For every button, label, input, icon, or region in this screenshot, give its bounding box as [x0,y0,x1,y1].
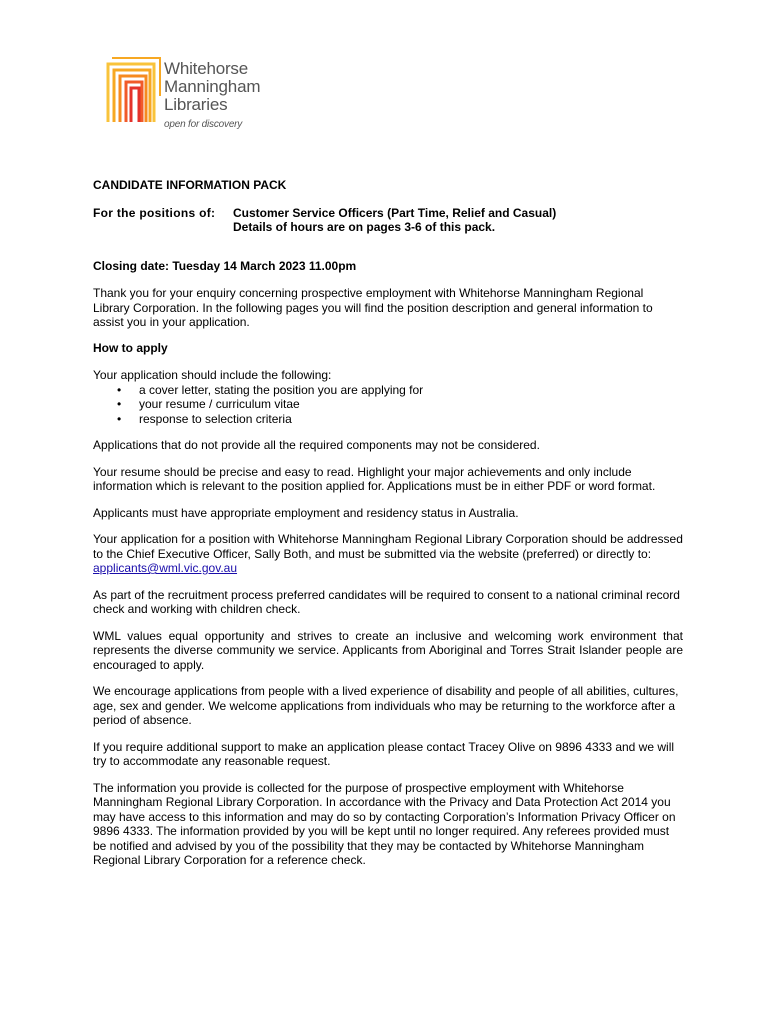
list-item [93,383,683,398]
list-item-text: your resume / curriculum vitae [139,397,300,411]
list-item-text: response to selection criteria [139,411,292,426]
how-to-apply-heading: How to apply [93,340,168,355]
list-item [93,397,683,412]
positions-line-2: Details of hours are on pages 3-6 of this pack. [233,220,496,234]
status-paragraph: Applicants must have appropriate employment and residency status in Australia. [93,505,519,520]
positions-block [93,206,683,235]
positions-value [233,206,683,235]
document-body [93,178,683,868]
positions-label: For the positions of: [93,205,216,220]
positions-line-1: Customer Service Officers (Part Time, Relief and Casual) [233,205,557,220]
support-paragraph: If you require additional support to make an application please contact Tracey Olive on 9896 4333 and we will try to accommodate any reasonable request. [93,739,675,768]
bullet-icon: • [117,397,122,411]
closing-date: Closing date: Tuesday 14 March 2023 11.00pm [93,258,357,273]
logo-wordmark [164,60,260,114]
email-link[interactable]: applicants@wml.vic.gov.au [93,561,238,575]
equal-opportunity-paragraph: WML values equal opportunity and strives to create an inclusive and welcoming work environment that represents the diverse community we service. Applicants from Aboriginal and Torres Strait Islander people are encouraged to apply. [93,628,683,672]
logo-line-2: Manningham [164,77,261,96]
library-logo-mark-icon [106,56,162,122]
logo-line-3: Libraries [164,95,228,114]
bullet-icon: • [117,411,122,426]
logo-line-1: Whitehorse [164,59,248,78]
include-intro: Your application should include the following: [93,368,332,382]
list-item [93,412,683,427]
address-paragraph [93,532,683,576]
encourage-paragraph: We encourage applications from people with a lived experience of disability and people of all abilities, cultures, age, sex and gender. We welcome applications from individuals who may be returning to the workforce after a period of absence. [93,684,679,727]
list-item-text: a cover letter, stating the position you are applying for [139,382,424,397]
logo-tagline: open for discovery [164,119,243,130]
privacy-paragraph: The information you provide is collected for the purpose of prospective employment with Whitehorse Manningham Regional Library Corporation. In accordance with the Privacy and Data Protection Act 2014 you may have access to this information and may do so by contacting Corporation’s Information Privacy Officer on 9896 4333. The information provided by you will be kept until no longer required. Any referees provided must be notified and advised by you of the possibility that they may be contacted by Whitehorse Manningham Regional Library Corporation for a reference check. [93,780,676,867]
intro-paragraph: Thank you for your enquiry concerning prospective employment with Whitehorse Manningham Regional Library Corporation. In the following pages you will find the position description and general information to assist you in your application. [93,286,653,329]
bullet-icon: • [117,382,122,397]
requirements-list [93,383,683,427]
library-logo [106,56,286,136]
address-text: Your application for a position with Whitehorse Manningham Regional Library Corporation should be addressed to the Chief Executive Officer, Sally Both, and must be submitted via the website (preferred) or directly to: [93,532,683,561]
page-title: CANDIDATE INFORMATION PACK [93,178,287,192]
resume-paragraph: Your resume should be precise and easy to read. Highlight your major achievements and only include information which is relevant to the position applied for. Applications must be in either PDF or word format. [93,464,656,493]
components-paragraph: Applications that do not provide all the required components may not be considered. [93,438,540,452]
check-paragraph: As part of the recruitment process preferred candidates will be required to consent to a national criminal record check and working with children check. [93,587,680,616]
